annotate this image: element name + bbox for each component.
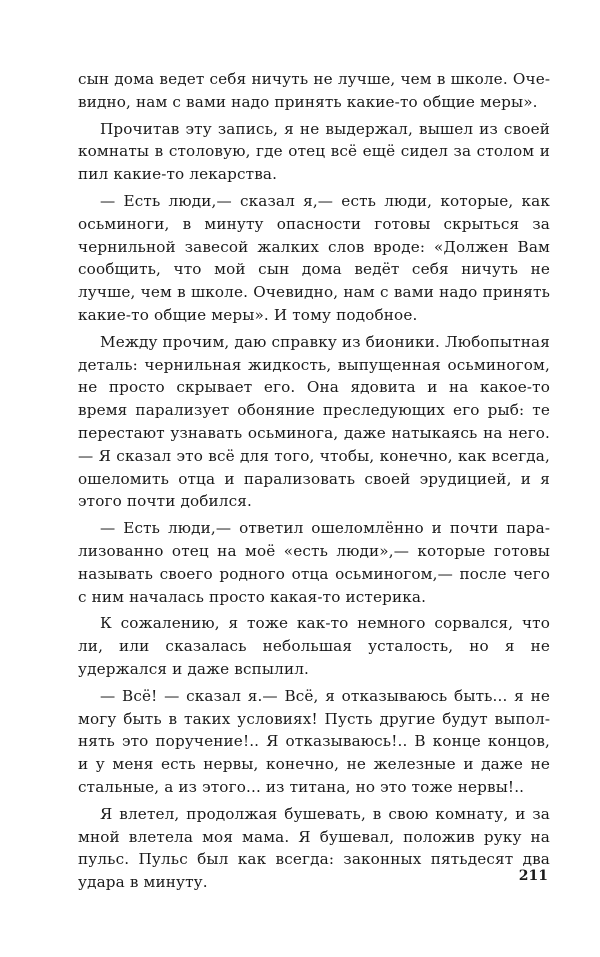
paragraph-5: — Есть люди,— ответил ошеломлённо и почти парализованно отец на моё «есть люди»,— которые готовы называть своего родного отца осьминогом,— после чего с ним началась просто какая-то истерика.	[78, 519, 550, 606]
paragraph-1: сын дома ведет себя ничуть не лучше, чем в школе. Очевидно, нам с вами надо принять какие-то общие меры».	[78, 70, 550, 111]
page-body	[78, 68, 550, 898]
paragraph-6: К сожалению, я тоже как-то немного сорвался, что ли, или сказалась небольшая усталость, но я не удержался и даже вспылил.	[78, 614, 550, 678]
paragraph-7: — Всё! — сказал я.— Всё, я отказываюсь быть... я не могу быть в таких условиях! Пусть другие будут выполнять это поручение!.. Я отказываюсь!.. В конце концов, и у меня есть нервы, конечно, не железные и даже не стальные, а из этого... из титана, но это тоже нервы!..	[78, 686, 550, 796]
page-number: 211	[518, 868, 548, 884]
paragraph-4: Между прочим, даю справку из бионики. Любопытная деталь: чернильная жидкость, выпущенная осьминогом, не просто скрывает его. Она ядовита и на какое-то время парализует обоняние преследующих его рыб: те перестают узнавать осьминога, даже натыкаясь на него.— Я сказал это всё для того, чтобы, конечно, как всегда, ошеломить отца и парализовать своей эрудицией, и я этого почти добился.	[78, 332, 550, 511]
paragraph-8: Я влетел, продолжая бушевать, в свою комнату, и за мной влетела моя мама. Я бушевал, положив руку на пульс. Пульс был как всегда: законных пятьдесят два удара в минуту.	[78, 804, 550, 892]
paragraph-2: Прочитав эту запись, я не выдержал, вышел из своей комнаты в столовую, где отец всё ещё сидел за столом и пил какие-то лекарства.	[78, 119, 550, 184]
paragraph-3: — Есть люди,— сказал я,— есть люди, которые, как осьминоги, в минуту опасности готовы скрыться за чернильной завесой жалких слов вроде: «Должен Вам сообщить, что мой сын дома ведёт себя ничуть не лучше, чем в школе. Очевидно, нам с вами надо принять какие-то общие меры». И тому подобное.	[78, 191, 550, 324]
